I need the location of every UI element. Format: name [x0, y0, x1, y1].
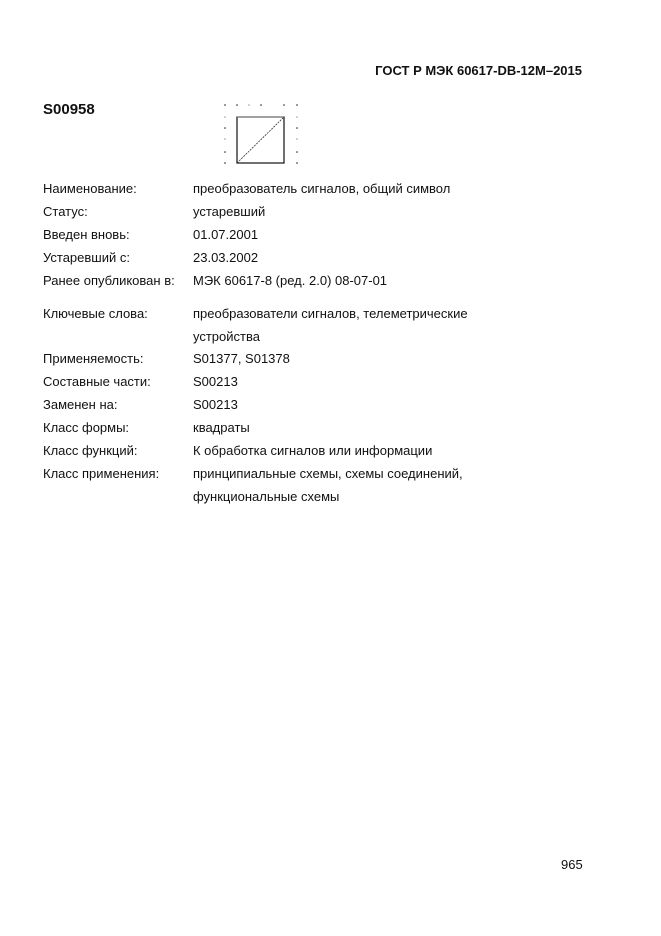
- symbol-code: S00958: [43, 101, 95, 118]
- field-value: преобразователь сигналов, общий символ: [193, 181, 451, 196]
- field-label: Ключевые слова:: [43, 306, 148, 321]
- field-value: квадраты: [193, 420, 250, 435]
- field-value: 23.03.2002: [193, 250, 259, 265]
- field-value: МЭК 60617-8 (ред. 2.0) 08-07-01: [193, 273, 388, 288]
- page-number: 965: [561, 857, 583, 872]
- field-label: Класс формы:: [43, 420, 130, 435]
- field-value: принципиальные схемы, схемы соединений, функциональные схемы: [193, 466, 463, 504]
- field-value: преобразователи сигналов, телеметрические устройства: [193, 306, 468, 344]
- field-value: К обработка сигналов или информации: [193, 443, 433, 458]
- field-label: Ранее опубликован в:: [43, 273, 175, 288]
- signal-converter-symbol: [220, 100, 305, 170]
- field-label: Класс применения:: [43, 466, 160, 481]
- field-label: Заменен на:: [43, 397, 118, 412]
- field-label: Составные части:: [43, 374, 151, 389]
- field-value: S00213: [193, 374, 238, 389]
- field-value: 01.07.2001: [193, 227, 259, 242]
- field-label: Наименование:: [43, 181, 137, 196]
- field-label: Введен вновь:: [43, 227, 130, 242]
- field-label: Применяемость:: [43, 351, 144, 366]
- document-header: ГОСТ Р МЭК 60617-DB-12M–2015: [375, 63, 582, 78]
- field-value: S01377, S01378: [193, 351, 290, 366]
- field-value: устаревший: [193, 204, 266, 219]
- field-label: Устаревший с:: [43, 250, 130, 265]
- field-value: S00213: [193, 397, 238, 412]
- field-label: Класс функций:: [43, 443, 138, 458]
- field-label: Статус:: [43, 204, 88, 219]
